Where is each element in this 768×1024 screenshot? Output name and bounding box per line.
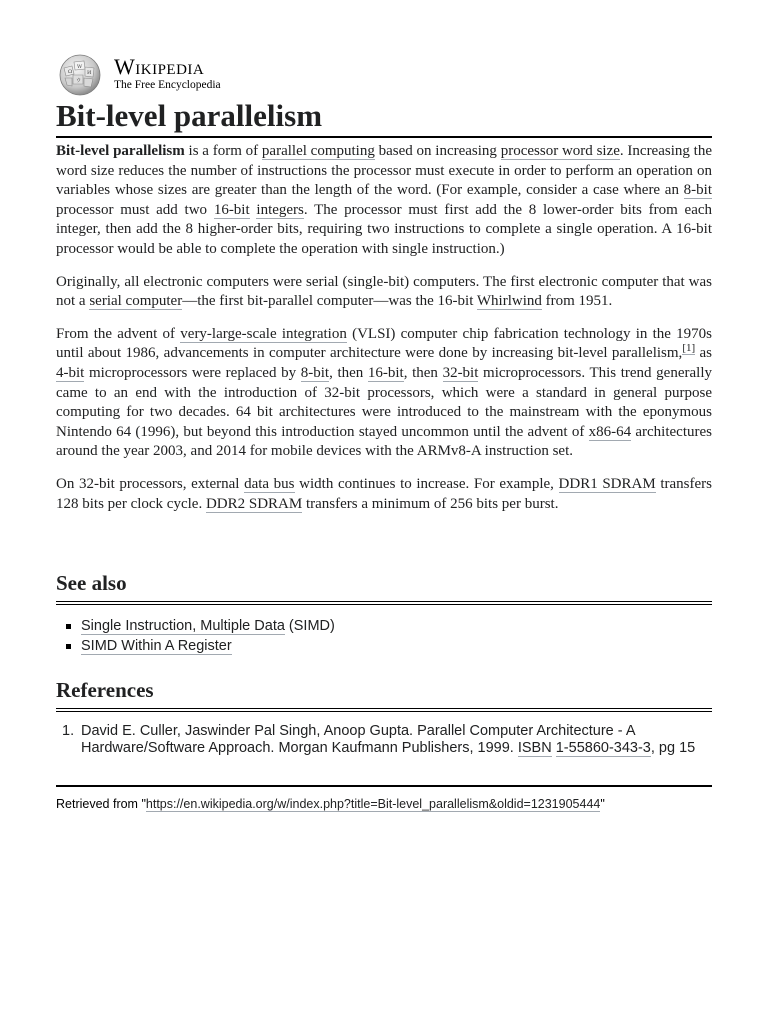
text: is a form of — [184, 143, 262, 159]
link-16-bit[interactable]: 16-bit — [213, 201, 250, 218]
list-item-suffix: (SIMD) — [284, 618, 335, 634]
link-integers[interactable]: integers — [256, 201, 304, 218]
paragraph-3 — [56, 325, 712, 462]
retrieved-suffix: " — [600, 797, 605, 811]
svg-text:W: W — [77, 64, 83, 70]
bullet-icon — [66, 644, 71, 649]
link-serial-computer[interactable]: serial computer — [89, 293, 183, 310]
article-body — [56, 142, 712, 527]
link-16-bit-2[interactable]: 16-bit — [367, 364, 404, 381]
text: processor must add two — [56, 201, 214, 218]
retrieved-from — [56, 796, 712, 812]
link-ddr1-sdram[interactable]: DDR1 SDRAM — [558, 475, 656, 492]
link-8-bit[interactable]: 8-bit — [683, 182, 712, 199]
reference-text: David E. Culler, Jaswinder Pal Singh, Anoop Gupta. Parallel Computer Architecture - A Hardware/Software Approach. Morgan Kaufmann Publishers, 1999. — [81, 723, 635, 756]
reference-tail: , pg 15 — [650, 739, 696, 756]
text: transfers 128 bits per clock cycle. — [56, 475, 712, 512]
link-4-bit[interactable]: 4-bit — [56, 364, 85, 381]
link-vlsi[interactable]: very-large-scale integration — [180, 325, 347, 342]
text: . The processor must first add the 8 lower-order bits from each integer, then add the 8 higher-order bits, requiring two instructions to complete a single operation. A 16-bit processor would be able to complete the operation with single instruction.) — [56, 201, 713, 257]
link-isbn-number[interactable]: 1-55860-343-3 — [555, 739, 651, 756]
text: microprocessors were replaced by — [84, 364, 301, 381]
svg-text:И: И — [87, 70, 92, 76]
link-processor-word-size[interactable]: processor word size — [500, 143, 620, 159]
link-whirlwind[interactable]: Whirlwind — [476, 293, 542, 310]
wikipedia-globe-icon[interactable] — [56, 54, 104, 96]
text: From the advent of — [56, 325, 181, 342]
site-tagline: The Free Encyclopedia — [114, 79, 221, 91]
text: —the first bit-parallel computer—was the 16-bit — [182, 293, 477, 310]
link-simd[interactable]: Single Instruction, Multiple Data — [81, 618, 285, 634]
link-8-bit-2[interactable]: 8-bit — [300, 364, 330, 381]
link-ddr2-sdram[interactable]: DDR2 SDRAM — [205, 495, 303, 512]
text: microprocessors. This trend generally came to an end with the introduction of 32-bit processors, which were a standard in general purpose computing for two decades. 64 bit architectures were introduced to the mainstream with the eponymous Nintendo 64 (1996), but beyond this introduction stayed uncommon until the advent of — [56, 364, 712, 440]
text: On 32-bit processors, external — [56, 475, 245, 492]
text: as — [695, 345, 712, 362]
text: from 1951. — [541, 293, 613, 310]
link-swar[interactable]: SIMD Within A Register — [81, 638, 232, 654]
page-title: Bit-level parallelism — [56, 96, 712, 138]
text: . Increasing the word size reduces the number of instructions the processor must execute in order to perform an operation on variables whose sizes are greater than the length of the word. (For example, consider a case where an — [56, 143, 712, 199]
footer-divider — [56, 785, 712, 787]
citation-1[interactable]: [1] — [682, 342, 696, 355]
svg-text:Ω: Ω — [68, 69, 73, 75]
text: architectures around the year 2003, and 2014 for mobile devices with the ARMv8-A instruction set. — [56, 423, 712, 460]
text: width continues to increase. For example, — [294, 475, 559, 492]
text: transfers a minimum of 256 bits per burst. — [302, 495, 559, 512]
link-x86-64[interactable]: x86-64 — [588, 423, 632, 440]
svg-text:ウ: ウ — [76, 78, 82, 84]
text: , then — [403, 364, 443, 381]
retrieved-prefix: Retrieved from " — [56, 797, 146, 811]
reference-item — [56, 723, 712, 756]
text: (VLSI) computer chip fabrication technology in the 1970s until about 1986, advancements in computer architecture were done by increasing bit-level parallelism, — [56, 325, 713, 362]
site-wordmark[interactable] — [114, 56, 221, 92]
site-header — [56, 52, 712, 96]
see-also-list — [56, 616, 712, 656]
lead-term: Bit-level parallelism — [56, 143, 185, 159]
link-32-bit[interactable]: 32-bit — [442, 364, 479, 381]
site-name: Wikipedia — [114, 54, 205, 79]
references-list — [56, 723, 712, 756]
paragraph-4 — [56, 475, 712, 514]
text: , then — [329, 364, 368, 381]
reference-number: 1. — [62, 723, 75, 739]
references-heading: References — [56, 676, 712, 712]
paragraph-1 — [56, 142, 712, 260]
link-parallel-computing[interactable]: parallel computing — [261, 143, 375, 159]
see-also-heading: See also — [56, 569, 712, 605]
text: Originally, all electronic computers were serial (single-bit) computers. The first electronic computer that was not a — [56, 273, 712, 310]
paragraph-2 — [56, 273, 712, 312]
list-item — [56, 616, 712, 636]
bullet-icon — [66, 624, 71, 629]
link-isbn[interactable]: ISBN — [517, 739, 552, 756]
list-item — [56, 636, 712, 656]
text: based on increasing — [374, 143, 501, 159]
retrieved-url-link[interactable]: https://en.wikipedia.org/w/index.php?title=Bit-level_parallelism&oldid=1231905444 — [145, 797, 601, 811]
link-data-bus[interactable]: data bus — [244, 475, 295, 492]
